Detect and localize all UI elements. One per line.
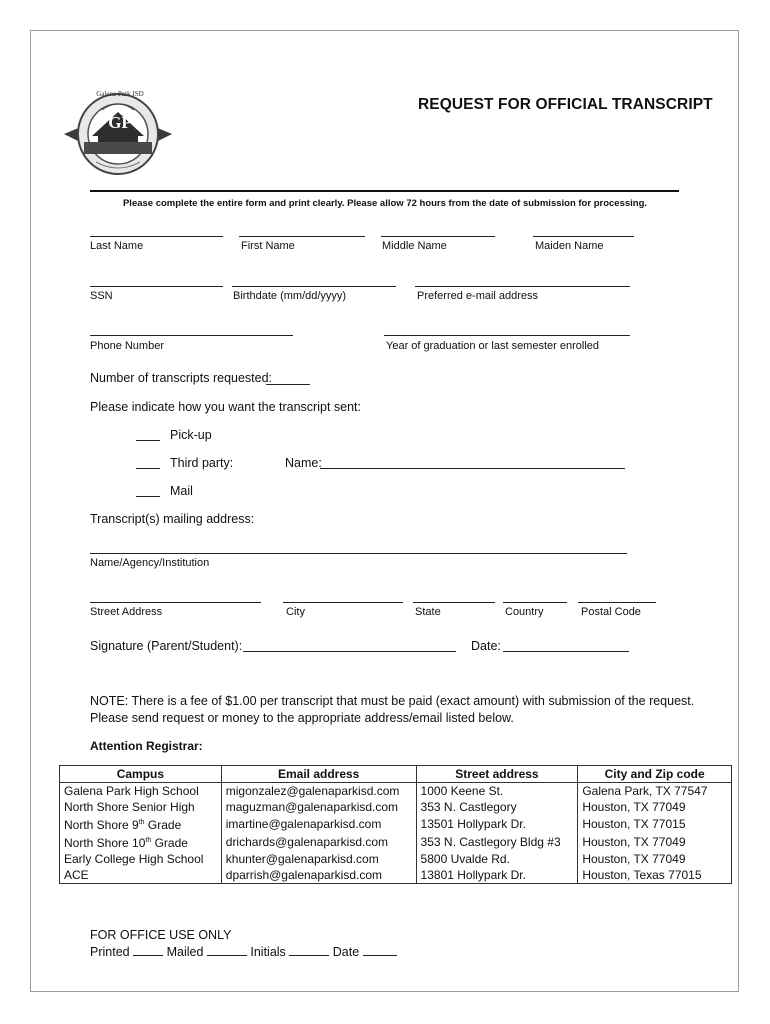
phone-label: Phone Number (90, 340, 164, 352)
ssn-line[interactable] (90, 286, 223, 287)
institution-line[interactable] (90, 553, 627, 554)
email-cell[interactable]: dparrish@galenaparkisd.com (221, 867, 416, 884)
delivery-prompt: Please indicate how you want the transcript sent: (90, 400, 361, 414)
office-printed-label: Printed (90, 945, 130, 959)
mail-checkbox-line[interactable] (136, 496, 160, 497)
state-line[interactable] (413, 602, 495, 603)
table-row (60, 867, 732, 884)
last-name-line[interactable] (90, 236, 223, 237)
office-date-line[interactable] (363, 945, 397, 956)
city-cell: Houston, TX 77049 (578, 799, 732, 815)
mail-label: Mail (170, 484, 193, 498)
city-cell: Houston, TX 77015 (578, 815, 732, 833)
email-cell[interactable]: imartine@galenaparkisd.com (221, 815, 416, 833)
city-cell: Houston, Texas 77015 (578, 867, 732, 884)
email-cell[interactable]: maguzman@galenaparkisd.com (221, 799, 416, 815)
office-initials-label: Initials (250, 945, 286, 959)
mailing-address-heading: Transcript(s) mailing address: (90, 512, 255, 526)
postal-line[interactable] (578, 602, 656, 603)
campus-contact-table (59, 765, 732, 884)
middle-name-label: Middle Name (382, 240, 447, 252)
table-row (60, 783, 732, 800)
city-label: City (286, 606, 305, 618)
city-cell: Houston, TX 77049 (578, 833, 732, 851)
fee-note-line-1: NOTE: There is a fee of $1.00 per transcript that must be paid (exact amount) with submission of the request. (90, 694, 695, 708)
campus-cell: North Shore 9th Grade (60, 815, 222, 833)
office-use-fields (90, 943, 397, 961)
office-mailed-label: Mailed (166, 945, 204, 959)
city-cell: Galena Park, TX 77547 (578, 783, 732, 800)
maiden-name-line[interactable] (533, 236, 634, 237)
third-party-name-line[interactable] (320, 468, 625, 469)
header-email: Email address (221, 766, 416, 783)
table-row (60, 799, 732, 815)
header-divider (90, 190, 679, 192)
table-row (60, 833, 732, 851)
campus-cell: North Shore 10th Grade (60, 833, 222, 851)
street-cell: 353 N. Castlegory Bldg #3 (416, 833, 578, 851)
table-header-row (60, 766, 732, 783)
office-date-label: Date (332, 945, 360, 959)
street-cell: 13801 Hollypark Dr. (416, 867, 578, 884)
birthdate-line[interactable] (232, 286, 396, 287)
postal-label: Postal Code (581, 606, 641, 618)
city-cell: Houston, TX 77049 (578, 851, 732, 867)
city-line[interactable] (283, 602, 403, 603)
street-line[interactable] (90, 602, 261, 603)
office-initials-line[interactable] (289, 945, 329, 956)
graduation-line[interactable] (384, 335, 630, 336)
street-cell: 13501 Hollypark Dr. (416, 815, 578, 833)
institution-label: Name/Agency/Institution (90, 557, 210, 569)
header-campus: Campus (60, 766, 222, 783)
graduation-label: Year of graduation or last semester enrolled (386, 340, 599, 352)
street-label: Street Address (90, 606, 163, 618)
email-label: Preferred e-mail address (417, 290, 539, 302)
signature-date-line[interactable] (503, 651, 629, 652)
birthdate-label: Birthdate (mm/dd/yyyy) (233, 290, 347, 302)
header-city-zip: City and Zip code (578, 766, 732, 783)
campus-cell: Early College High School (60, 851, 222, 867)
form-title: REQUEST FOR OFFICIAL TRANSCRIPT (418, 96, 713, 113)
last-name-label: Last Name (90, 240, 144, 252)
ssn-label: SSN (90, 290, 113, 302)
street-cell: 353 N. Castlegory (416, 799, 578, 815)
campus-cell: ACE (60, 867, 222, 884)
logo-text-bottom: ALWAYS GROWING, ALWAYS AHEAD (89, 150, 151, 154)
logo-monogram: GP (108, 113, 132, 132)
street-cell: 1000 Keene St. (416, 783, 578, 800)
header-street: Street address (416, 766, 578, 783)
table-row (60, 851, 732, 867)
logo-text-top: Galena Park ISD (96, 90, 144, 98)
signature-line[interactable] (243, 651, 456, 652)
fee-note-line-2: Please send request or money to the appropriate address/email listed below. (90, 711, 514, 725)
third-party-name-label: Name: (285, 456, 322, 470)
first-name-label: First Name (241, 240, 295, 252)
campus-cell: Galena Park High School (60, 783, 222, 800)
third-party-label: Third party: (170, 456, 234, 470)
first-name-line[interactable] (239, 236, 365, 237)
phone-line[interactable] (90, 335, 293, 336)
country-label: Country (505, 606, 544, 618)
instructions-text: Please complete the entire form and print clearly. Please allow 72 hours from the date of submission for processing. (122, 198, 648, 209)
signature-date-label: Date: (471, 639, 501, 653)
email-cell[interactable]: drichards@galenaparkisd.com (221, 833, 416, 851)
country-line[interactable] (503, 602, 567, 603)
pickup-label: Pick-up (170, 428, 212, 442)
table-row (60, 815, 732, 833)
office-use-heading: FOR OFFICE USE ONLY (90, 928, 232, 942)
transcripts-requested-label: Number of transcripts requested: (90, 371, 273, 385)
third-party-checkbox-line[interactable] (136, 468, 160, 469)
office-mailed-line[interactable] (207, 945, 247, 956)
email-cell[interactable]: khunter@galenaparkisd.com (221, 851, 416, 867)
pickup-checkbox-line[interactable] (136, 440, 160, 441)
office-printed-line[interactable] (133, 945, 163, 956)
signature-label: Signature (Parent/Student): (90, 639, 243, 653)
attention-registrar: Attention Registrar: (90, 739, 203, 753)
state-label: State (415, 606, 441, 618)
email-line[interactable] (415, 286, 630, 287)
street-cell: 5800 Uvalde Rd. (416, 851, 578, 867)
maiden-name-label: Maiden Name (535, 240, 604, 252)
email-cell[interactable]: migonzalez@galenaparkisd.com (221, 783, 416, 800)
transcripts-count-line[interactable] (266, 384, 310, 385)
campus-cell: North Shore Senior High (60, 799, 222, 815)
middle-name-line[interactable] (381, 236, 495, 237)
